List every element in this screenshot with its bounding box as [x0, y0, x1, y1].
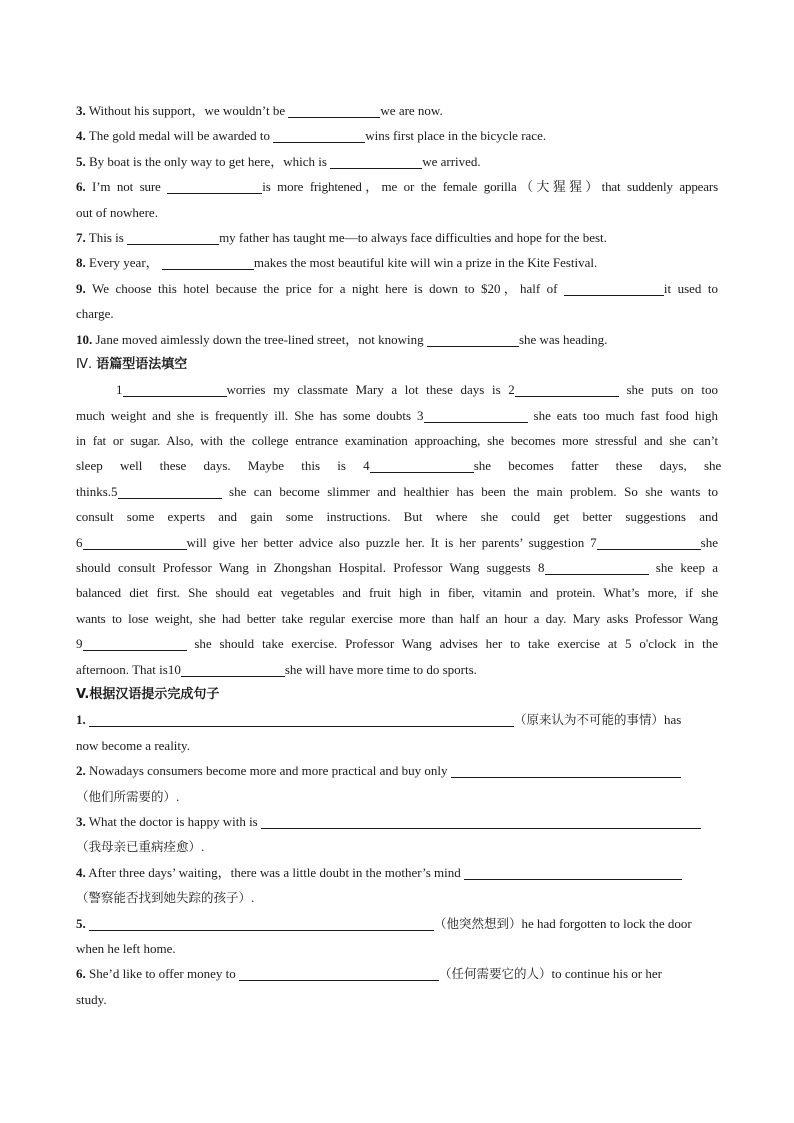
- section-heading-v: [76, 682, 718, 707]
- question-number: 7.: [76, 229, 86, 245]
- question-4: [76, 123, 718, 148]
- chinese-hint: （我母亲已重病痊愈）: [76, 839, 202, 855]
- answer-blank[interactable]: [330, 154, 422, 169]
- answer-blank[interactable]: [127, 230, 219, 245]
- question-9: [76, 276, 718, 301]
- translation-question-1: [76, 707, 718, 732]
- question-text: Nowadays consumers become more and more practical and buy only: [89, 763, 451, 779]
- passage-text: she will have more time to do sports.: [284, 661, 477, 677]
- translation-question-2: [76, 758, 718, 783]
- passage-text: she keep a: [648, 560, 718, 576]
- question-text: This is: [88, 229, 128, 245]
- question-number: 10.: [76, 331, 93, 347]
- chinese-hint: （任何需要它的人）: [438, 966, 552, 982]
- passage-text: will give her better advice also puzzle her. It is her parents’ suggestion 7: [186, 534, 597, 550]
- passage-line-4: [76, 453, 722, 478]
- passage-line-5: [76, 479, 718, 504]
- translation-question-4: [76, 860, 718, 885]
- question-number: 9.: [76, 280, 86, 296]
- answer-blank[interactable]: [273, 128, 365, 143]
- passage-text: sleep well these days. Maybe this is 4: [76, 458, 370, 474]
- question-text: she was heading.: [518, 331, 608, 347]
- question-7: [76, 225, 718, 250]
- passage-line-6: [76, 504, 718, 529]
- passage-line-11: [76, 631, 718, 656]
- answer-blank[interactable]: [162, 255, 254, 270]
- translation-question-6-continued: [76, 987, 718, 1012]
- passage-line-9: [76, 580, 718, 605]
- question-10: [76, 327, 718, 352]
- question-text: when he left home.: [76, 940, 176, 956]
- question-number: 4.: [76, 128, 86, 144]
- question-text: we arrived.: [422, 153, 481, 169]
- translation-question-2-continued: [76, 784, 718, 809]
- question-text: .: [251, 890, 255, 906]
- answer-blank[interactable]: [123, 382, 227, 397]
- question-text: After three days’ waiting，there was a little doubt in the mother’s mind: [88, 864, 464, 880]
- question-number: 2.: [76, 763, 86, 779]
- passage-text: 6: [76, 534, 83, 550]
- answer-blank[interactable]: [167, 179, 262, 194]
- chinese-hint: （他们所需要的）: [76, 788, 177, 804]
- chinese-hint: （警察能否找到她失踪的孩子）: [76, 890, 252, 906]
- chinese-hint: （原来认为不可能的事情）: [514, 712, 665, 728]
- question-text: study.: [76, 991, 107, 1007]
- section-heading-iv: [76, 352, 718, 377]
- question-9-continued: [76, 301, 718, 326]
- answer-blank[interactable]: [89, 712, 514, 727]
- passage-text: balanced diet first. She should eat vegetables and fruit high in fiber, vitamin and protein. What’s more, if she: [76, 585, 718, 601]
- passage-text: worries my classmate Mary a lot these days is 2: [226, 382, 515, 398]
- question-3: [76, 98, 718, 123]
- answer-blank[interactable]: [427, 332, 519, 347]
- question-text: Every year，: [89, 255, 159, 271]
- translation-question-6: [76, 961, 718, 986]
- passage-text: she should take exercise. Professor Wang advises her to take exercise at 5 o'clock in the: [186, 636, 718, 652]
- passage-text: she puts on too: [618, 382, 718, 398]
- answer-blank[interactable]: [370, 458, 474, 473]
- translation-question-3: [76, 809, 718, 834]
- answer-blank[interactable]: [118, 484, 222, 499]
- translation-question-3-continued: [76, 834, 718, 859]
- question-number: 1.: [76, 712, 86, 728]
- question-number: 6.: [76, 179, 86, 195]
- question-6-continued: [76, 200, 718, 225]
- section-number: V.: [76, 686, 90, 702]
- question-number: 5.: [76, 153, 86, 169]
- question-number: 3.: [76, 103, 86, 118]
- question-text: it used to: [663, 280, 719, 296]
- answer-blank[interactable]: [464, 865, 682, 880]
- passage-text: she can become slimmer and healthier has been the main problem. So she wants to: [221, 483, 718, 499]
- answer-blank[interactable]: [545, 560, 649, 575]
- question-text: he had forgotten to lock the door: [521, 915, 692, 931]
- question-text: What the doctor is happy with is: [88, 813, 261, 829]
- section-title: 根据汉语提示完成句子: [89, 686, 220, 702]
- passage-text: wants to lose weight, she had better take regular exercise more than half an hour a day. Mary asks Professor Wang: [76, 610, 718, 626]
- question-number: 4.: [76, 864, 86, 880]
- question-8: [76, 250, 718, 275]
- question-5: [76, 149, 718, 174]
- answer-blank[interactable]: [89, 916, 434, 931]
- passage-text: afternoon. That is10: [76, 661, 181, 677]
- question-text: out of nowhere.: [76, 204, 158, 220]
- question-text: Without his support，we wouldn’t be: [88, 103, 289, 118]
- question-text: She’d like to offer money to: [89, 966, 239, 982]
- question-text: I’m not sure: [92, 179, 168, 195]
- translation-question-1-continued: [76, 733, 718, 758]
- passage-text: she: [700, 534, 718, 550]
- question-text: wins first place in the bicycle race.: [365, 128, 547, 144]
- question-text: We choose this hotel because the price for a night here is down to $20，half of: [91, 280, 564, 296]
- question-text: we are now.: [380, 103, 443, 118]
- question-text: is more frightened，me or the female gorilla（大猩猩）that suddenly appears: [262, 179, 718, 195]
- section-number: Ⅳ.: [76, 356, 97, 372]
- question-text: By boat is the only way to get here，which is: [89, 153, 331, 169]
- answer-blank[interactable]: [83, 636, 187, 651]
- question-text: has: [664, 712, 682, 728]
- translation-question-5-continued: [76, 936, 718, 961]
- translation-question-5: [76, 911, 718, 936]
- passage-text: should consult Professor Wang in Zhongshan Hospital. Professor Wang suggests 8: [76, 560, 545, 576]
- question-number: 6.: [76, 966, 86, 982]
- answer-blank[interactable]: [261, 814, 701, 829]
- question-text: charge.: [76, 306, 114, 322]
- answer-blank[interactable]: [451, 763, 681, 778]
- answer-blank[interactable]: [597, 535, 701, 550]
- question-text: Jane moved aimlessly down the tree-lined street，not knowing: [95, 331, 427, 347]
- answer-blank[interactable]: [515, 382, 619, 397]
- blank-number: 1: [116, 382, 123, 398]
- answer-blank[interactable]: [181, 662, 285, 677]
- question-text: .: [201, 839, 205, 855]
- question-number: 3.: [76, 813, 86, 829]
- passage-text: 9: [76, 636, 83, 652]
- question-text: The gold medal will be awarded to: [88, 128, 274, 144]
- passage-line-12: [76, 657, 718, 682]
- question-6: [76, 174, 718, 199]
- question-text: to continue his or her: [551, 966, 662, 982]
- answer-blank[interactable]: [288, 103, 380, 118]
- passage-line-3: [76, 428, 718, 453]
- question-text: now become a reality.: [76, 737, 190, 753]
- question-text: my father has taught me—to always face difficulties and hope for the best.: [219, 229, 607, 245]
- answer-blank[interactable]: [239, 966, 439, 981]
- question-number: 8.: [76, 255, 86, 271]
- passage-text: she becomes fatter these days, she: [473, 458, 722, 474]
- question-text: .: [176, 788, 180, 804]
- answer-blank[interactable]: [564, 281, 664, 296]
- translation-question-4-continued: [76, 885, 718, 910]
- answer-blank[interactable]: [83, 535, 187, 550]
- passage-line-1: [76, 377, 718, 402]
- passage-text: much weight and she is frequently ill. She has some doubts 3: [76, 407, 424, 423]
- question-number: 5.: [76, 915, 86, 931]
- passage-text: consult some experts and gain some instructions. But where she could get better suggestions and: [76, 509, 718, 525]
- chinese-hint: （他突然想到）: [434, 915, 522, 931]
- section-title: 语篇型语法填空: [96, 356, 188, 372]
- passage-text: she eats too much fast food high: [527, 407, 719, 423]
- worksheet-page: [76, 98, 722, 1012]
- passage-line-2: [76, 403, 718, 428]
- passage-text: thinks.5: [76, 483, 118, 499]
- passage-text: in fat or sugar. Also, with the college entrance examination approaching, she becomes more stressful and she can’t: [76, 433, 718, 449]
- question-text: makes the most beautiful kite will win a prize in the Kite Festival.: [253, 255, 598, 271]
- passage-line-10: [76, 606, 718, 631]
- passage-line-7: [76, 530, 718, 555]
- answer-blank[interactable]: [424, 408, 528, 423]
- passage-line-8: [76, 555, 718, 580]
